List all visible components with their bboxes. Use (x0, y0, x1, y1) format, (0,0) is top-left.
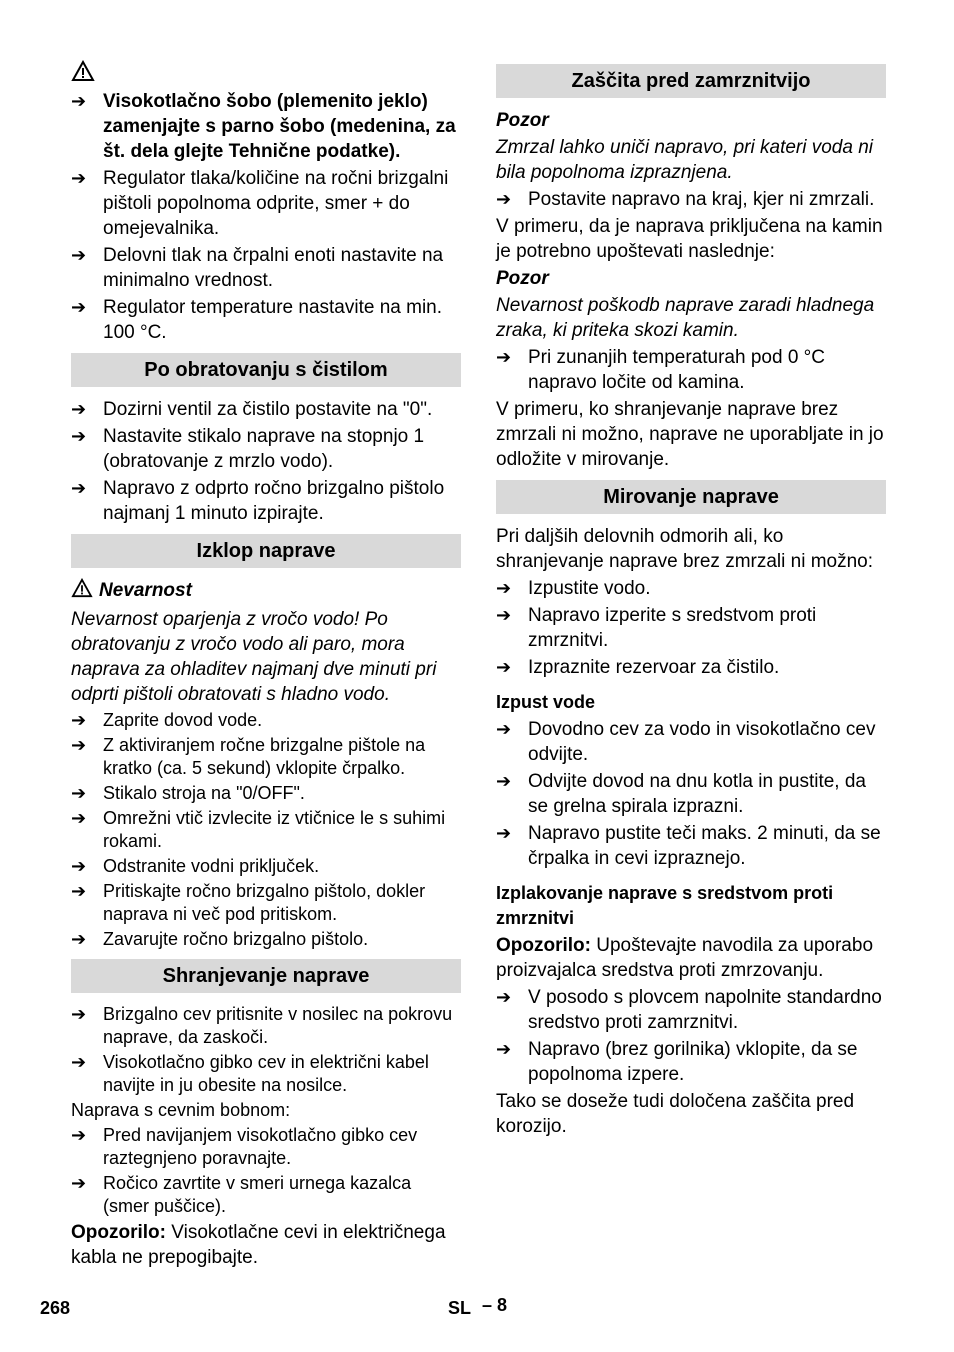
page-number: 268 (40, 1298, 71, 1318)
section-heading-idle: Mirovanje naprave (496, 480, 886, 514)
step-item: ➔ Visokotlačno gibko cev in električni kabel navijte in ju obesite na nosilce. (71, 1052, 429, 1095)
arrow-right-icon: ➔ (71, 881, 87, 901)
note-paragraph: Opozorilo: Visokotlačne cevi in električnega kabla ne prepogibajte. (71, 1222, 446, 1268)
arrow-right-icon: ➔ (496, 189, 512, 209)
step-item: ➔ Ročico zavrtite v smeri urnega kazalca (smer puščice). (71, 1173, 412, 1216)
step-item: ➔ Napravo izperite s sredstvom proti zmrznitvi. (496, 605, 817, 651)
reel-label: Naprava s cevnim bobnom: (71, 1100, 291, 1120)
step-item: ➔ Zaprite dovod vode. (71, 710, 263, 730)
arrow-right-icon: ➔ (71, 245, 87, 265)
arrow-right-icon: ➔ (496, 347, 512, 367)
arrow-right-icon: ➔ (71, 168, 87, 188)
step-item: ➔ Regulator tlaka/količine na ročni brizgalni pištoli popolnoma odprite, smer + do omejevalnika. (71, 168, 449, 239)
right-column (496, 56, 886, 1141)
arrow-right-icon: ➔ (71, 808, 87, 828)
section-heading-frost: Zaščita pred zamrznitvijo (496, 64, 886, 98)
pozor-label: Pozor (496, 110, 549, 131)
subheading-drain: Izpust vode (496, 692, 596, 712)
subheading-flush: Izplakovanje naprave s sredstvom proti zmrznitvi (496, 883, 834, 928)
step-item: ➔ Stikalo stroja na "0/OFF". (71, 783, 305, 803)
body-paragraph: Tako se doseže tudi določena zaščita pred korozijo. (496, 1091, 855, 1137)
step-item: ➔ Napravo pustite teči maks. 2 minuti, da se črpalka in cevi izpraznejo. (496, 823, 881, 869)
section-heading-shutdown: Izklop naprave (71, 534, 461, 568)
pozor-text: Nevarnost poškodb naprave zaradi hladnega zraka, ki priteka skozi kamin. (496, 295, 875, 341)
step-item: ➔ Postavite napravo na kraj, kjer ni zmrzali. (496, 189, 875, 210)
arrow-right-icon: ➔ (496, 1039, 512, 1059)
body-paragraph: Pri daljših delovnih odmorih ali, ko shranjevanje naprave brez zmrzali ni možno: (496, 526, 874, 572)
step-item: ➔ Odvijte dovod na dnu kotla in pustite, da se grelna spirala izprazni. (496, 771, 867, 817)
step-item: ➔ Dozirni ventil za čistilo postavite na "0". (71, 399, 433, 420)
step-item: ➔ Omrežni vtič izvlecite iz vtičnice le s suhimi rokami. (71, 808, 446, 851)
arrow-right-icon: ➔ (71, 297, 87, 317)
arrow-right-icon: ➔ (71, 710, 87, 730)
danger-label: Nevarnost (71, 578, 461, 605)
arrow-right-icon: ➔ (71, 426, 87, 446)
arrow-right-icon: ➔ (71, 1125, 87, 1145)
danger-text: Nevarnost oparjenja z vročo vodo! Po obratovanju z vročo vodo ali paro, mora naprava za ohladitev najmanj dve minuti pri odprti pištoli obratovati s hladno vodo. (71, 609, 437, 705)
step-item: ➔ Nastavite stikalo naprave na stopnjo 1 (obratovanje z mrzlo vodo). (71, 426, 425, 472)
step-item: ➔ Z aktiviranjem ročne brizgalne pištole na kratko (ca. 5 sekund) vklopite črpalko. (71, 735, 426, 778)
step-item: ➔ Brizgalno cev pritisnite v nosilec na pokrovu naprave, da zaskoči. (71, 1004, 453, 1047)
step-item: ➔ Regulator temperature nastavite na min. 100 °C. (71, 297, 443, 343)
step-item: ➔ Zavarujte ročno brizgalno pištolo. (71, 929, 369, 949)
step-item: ➔ Napravo z odprto ročno brizgalno pištolo najmanj 1 minuto izpirajte. (71, 478, 445, 524)
local-page-number: – 8 (482, 1295, 508, 1315)
arrow-right-icon: ➔ (496, 657, 512, 677)
arrow-right-icon: ➔ (71, 1004, 87, 1024)
section-heading-storage: Shranjevanje naprave (71, 959, 461, 993)
arrow-right-icon: ➔ (496, 719, 512, 739)
arrow-right-icon: ➔ (496, 605, 512, 625)
step-item: ➔ V posodo s plovcem napolnite standardno sredstvo proti zamrznitvi. (496, 987, 882, 1033)
arrow-right-icon: ➔ (71, 91, 87, 111)
step-item: ➔ Dovodno cev za vodo in visokotlačno cev odvijte. (496, 719, 876, 765)
pozor-label: Pozor (496, 268, 549, 289)
arrow-right-icon: ➔ (71, 1173, 87, 1193)
arrow-right-icon: ➔ (496, 823, 512, 843)
step-item: ➔ Pritiskajte ročno brizgalno pištolo, dokler naprava ni več pod pritiskom. (71, 881, 426, 924)
step-item: ➔ Visokotlačno šobo (plemenito jeklo) zamenjajte s parno šobo (medenina, za št. dela glejte Tehnične podatke). (71, 91, 456, 162)
section-heading-after-detergent: Po obratovanju s čistilom (71, 353, 461, 387)
arrow-right-icon: ➔ (71, 735, 87, 755)
pozor-text: Zmrzal lahko uniči napravo, pri kateri voda ni bila popolnoma izpraznjena. (496, 137, 874, 183)
body-paragraph: V primeru, ko shranjevanje naprave brez zmrzali ni možno, naprave ne uporabljate in jo odložite v mirovanje. (496, 399, 884, 470)
warning-triangle-icon (71, 578, 93, 605)
arrow-right-icon: ➔ (71, 929, 87, 949)
arrow-right-icon: ➔ (71, 856, 87, 876)
arrow-right-icon: ➔ (496, 987, 512, 1007)
arrow-right-icon: ➔ (71, 399, 87, 419)
arrow-right-icon: ➔ (496, 771, 512, 791)
step-item: ➔ Pri zunanjih temperaturah pod 0 °C napravo ločite od kamina. (496, 347, 825, 393)
step-item: ➔ Odstranite vodni priključek. (71, 856, 320, 876)
warning-triangle-icon (71, 60, 461, 85)
step-item: ➔ Delovni tlak na črpalni enoti nastavite na minimalno vrednost. (71, 245, 444, 291)
step-item: ➔ Izpustite vodo. (496, 578, 651, 599)
step-item: ➔ Napravo (brez gorilnika) vklopite, da se popolnoma izpere. (496, 1039, 858, 1085)
arrow-right-icon: ➔ (71, 1052, 87, 1072)
arrow-right-icon: ➔ (71, 783, 87, 803)
arrow-right-icon: ➔ (71, 478, 87, 498)
step-item: ➔ Izpraznite rezervoar za čistilo. (496, 657, 780, 678)
note-paragraph: Opozorilo: Upoštevajte navodila za uporabo proizvajalca sredstva proti zmrzovanju. (496, 935, 874, 981)
step-item: ➔ Pred navijanjem visokotlačno gibko cev raztegnjeno poravnajte. (71, 1125, 418, 1168)
left-column (71, 60, 461, 1272)
language-code: SL (448, 1298, 472, 1318)
arrow-right-icon: ➔ (496, 578, 512, 598)
body-paragraph: V primeru, da je naprava priključena na kamin je potrebno upoštevati naslednje: (496, 216, 883, 262)
